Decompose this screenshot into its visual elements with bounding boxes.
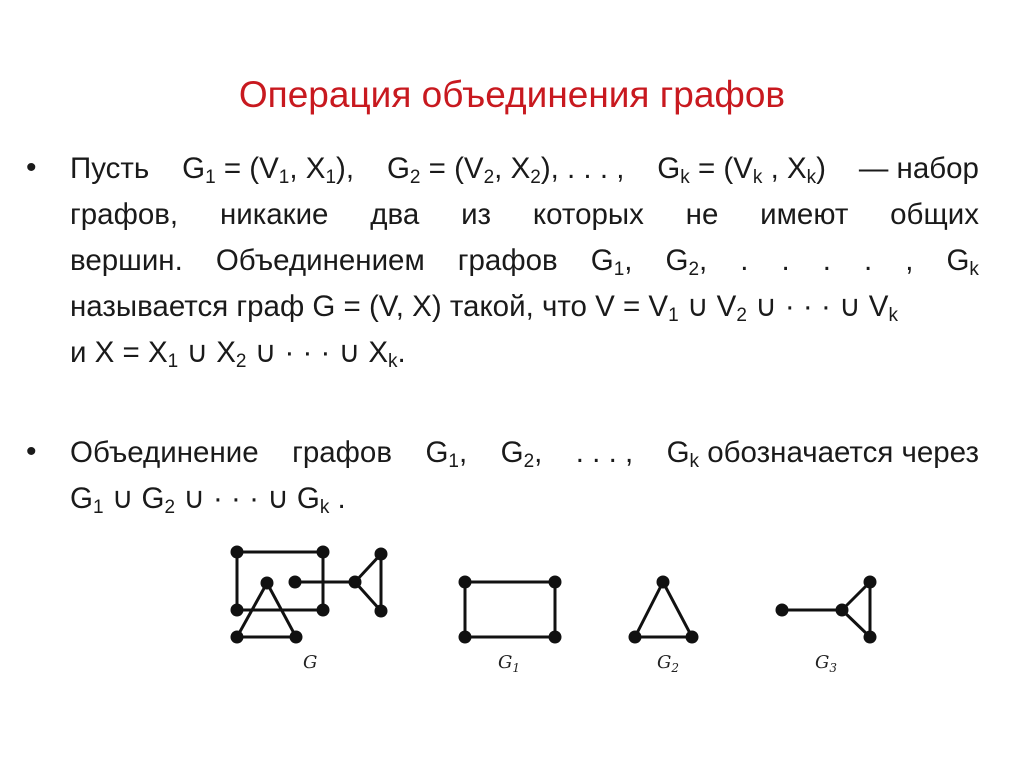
text: называется граф G = (V, X) такой, что $V = V_1$ ∪ $V_2$ ∪ · · · ∪ $V_k$ [70,290,898,326]
word: которых [532,198,644,231]
word: общих [890,198,979,231]
word: . [740,244,749,277]
word: графов [457,244,558,277]
label-g3: $G_3$ [815,652,838,675]
math-g1: $G_1 = (V_1$, $X_1$), [182,152,355,188]
notation-line-1 [70,430,979,476]
graph-g2 [630,577,697,642]
definition-line-2 [70,192,979,238]
word: не [685,198,719,231]
math-g1: $G_1$, [425,436,468,472]
math-g2: $G_2$, [665,244,708,280]
word: . [863,244,873,277]
graphs-figure [0,540,1024,690]
word: Пусть [70,152,150,185]
word: два [370,198,420,231]
definition-line-5 [70,330,979,376]
bullet-dot: • [26,435,37,468]
bullet-dot: • [26,151,37,184]
label-g1: $G_1$ [498,652,521,675]
graph-g [232,547,386,642]
word: никакие [219,198,329,231]
math-g2: $G_2 = (V_2$, $X_2$), . . . , [386,152,625,188]
graph-g1 [460,577,560,642]
word: Объединением [215,244,425,277]
word: , [905,244,914,277]
math-g2: $G_2$, [500,436,543,472]
word: графов [292,436,392,469]
word: вершин. [70,244,183,277]
definition-line-3 [70,238,979,284]
graph-g3 [777,577,875,642]
word: . [781,244,790,277]
label-g2: $G_2$ [657,652,680,675]
label-g: G [303,652,318,673]
word: Объединение [70,436,259,469]
definition-line-1 [70,146,979,192]
word: имеют [760,198,849,231]
math-g1: $G_1$, [590,244,633,280]
definition-line-4 [70,284,979,330]
word: . . . , [575,436,634,469]
math-gk: $G_k$ обозначается через [666,436,979,472]
text: и $X = X_1$ ∪ $X_2$ ∪ · · · ∪ $X_k$. [70,336,406,372]
text: $G_1$ ∪ $G_2$ ∪ · · · ∪ $G_k$ . [70,482,346,518]
notation-line-2 [70,476,979,522]
word: . [822,244,831,277]
word: из [461,198,492,231]
math-gk: $G_k$ [946,244,979,280]
word: — набор [858,152,979,185]
word: графов, [70,198,179,231]
math-gk: $G_k = (V_k$ , $X_k$) [657,152,826,188]
slide-title: Операция объединения графов [238,74,786,115]
